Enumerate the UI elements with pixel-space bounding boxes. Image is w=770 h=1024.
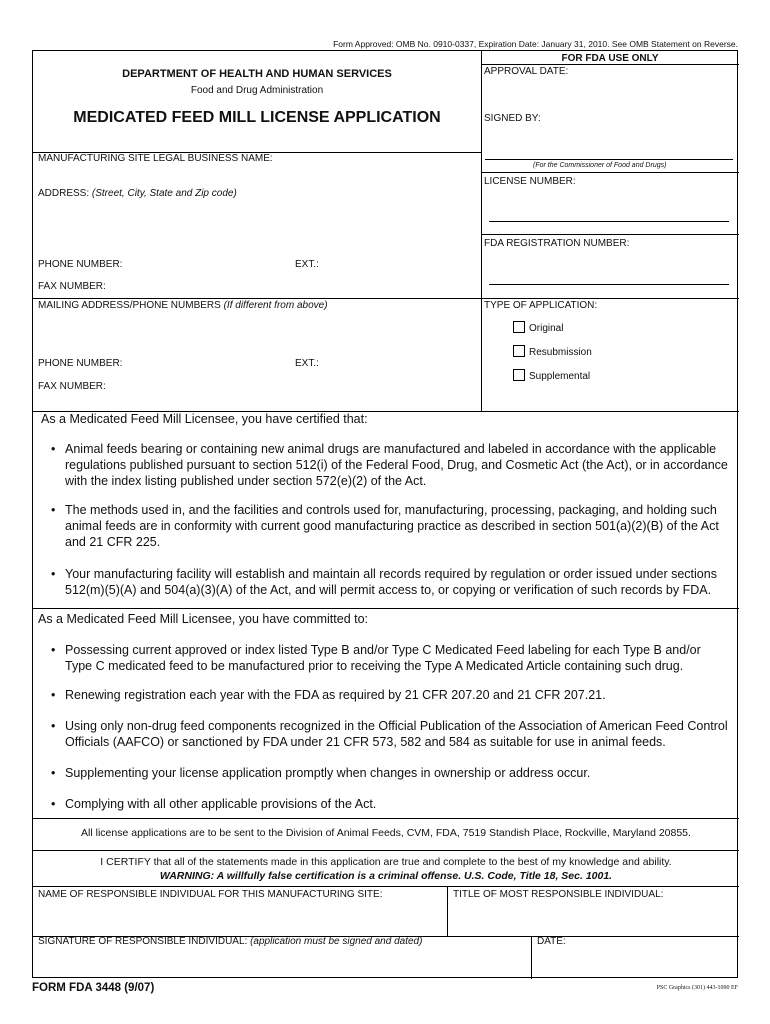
fax-label: FAX NUMBER: (38, 281, 106, 292)
registration-number-label: FDA REGISTRATION NUMBER: (484, 238, 630, 249)
certified-item-text: The methods used in, and the facilities and controls used for, manufacturing, processing, packaging, and holding such animal feeds are in conformity with current good manufacturing practice as described in section 501(a)(2)(B) of the Act and 21 CFR 225. (65, 503, 719, 549)
address-label (38, 188, 237, 199)
bullet-icon: • (51, 688, 56, 702)
certified-item (51, 441, 731, 489)
license-number-line (489, 221, 729, 222)
fda-use-heading: FOR FDA USE ONLY (561, 53, 659, 64)
mailing-hint: (If different from above) (223, 300, 328, 311)
divider-committed (33, 608, 739, 609)
page-title: MEDICATED FEED MILL LICENSE APPLICATION (73, 109, 441, 126)
supplemental-checkbox[interactable] (513, 369, 525, 381)
committed-item (51, 642, 731, 674)
commissioner-note: (For the Commissioner of Food and Drugs) (533, 162, 667, 169)
divider-certify (33, 850, 739, 851)
signature-label-text: SIGNATURE OF RESPONSIBLE INDIVIDUAL: (38, 936, 248, 947)
bullet-icon: • (51, 643, 56, 657)
form-number: FORM FDA 3448 (9/07) (32, 982, 155, 994)
signed-by-line (485, 159, 733, 160)
responsible-name-label: NAME OF RESPONSIBLE INDIVIDUAL FOR THIS MANUFACTURING SITE: (38, 889, 383, 900)
certified-intro: As a Medicated Feed Mill Licensee, you have certified that: (41, 412, 368, 426)
signature-date-divider (531, 936, 532, 979)
bullet-icon: • (51, 567, 56, 581)
bullet-icon: • (51, 797, 56, 811)
fda-use-divider (481, 64, 739, 65)
supplemental-label: Supplemental (529, 371, 591, 382)
certify-warning: WARNING: A willfully false certification is a criminal offense. U.S. Code, Title 18, Sec. 1001. (159, 870, 613, 882)
license-divider (481, 172, 739, 173)
business-name-label: MANUFACTURING SITE LEGAL BUSINESS NAME: (38, 153, 273, 164)
address-hint: (Street, City, State and Zip code) (91, 188, 237, 199)
submission-address: All license applications are to be sent to the Division of Animal Feeds, CVM, FDA, 7519 Standish Place, Rockville, Maryland 20855. (81, 827, 691, 839)
committed-item-text: Complying with all other applicable provisions of the Act. (65, 797, 377, 811)
original-label: Original (529, 323, 564, 334)
committed-item (51, 687, 731, 703)
signed-by-label: SIGNED BY: (484, 113, 541, 124)
bullet-icon: • (51, 442, 56, 456)
ext-label-2: EXT.: (295, 358, 319, 369)
committed-item (51, 796, 731, 812)
mailing-label-text: MAILING ADDRESS/PHONE NUMBERS (38, 300, 221, 311)
resubmission-checkbox[interactable] (513, 345, 525, 357)
committed-item (51, 765, 731, 781)
name-title-divider (447, 886, 448, 936)
signature-label (38, 936, 422, 947)
committed-intro: As a Medicated Feed Mill Licensee, you have committed to: (38, 612, 369, 626)
committed-item (51, 718, 731, 750)
certified-item-text: Animal feeds bearing or containing new animal drugs are manufactured and labeled in accordance with the applicable regulations published pursuant to section 512(i) of the Federal Food, Drug, and Cosmetic Act (the Act), or in accordance with the index listing published under section 572(e)(2) of the Act. (65, 442, 728, 488)
department-name: DEPARTMENT OF HEALTH AND HUMAN SERVICES (122, 68, 392, 80)
signature-hint: (application must be signed and dated) (250, 936, 423, 947)
divider-mailing (33, 298, 481, 299)
committed-item-text: Possessing current approved or index listed Type B and/or Type C Medicated Feed labeling for each Type B and/or Type C medicated feed to be manufactured prior to receiving the Type A Medicated Article containing such drug. (65, 643, 701, 673)
right-column-divider (481, 51, 482, 411)
committed-item-text: Supplementing your license application promptly when changes in ownership or address occur. (65, 766, 591, 780)
certified-item (51, 502, 731, 550)
bullet-icon: • (51, 719, 56, 733)
resubmission-label: Resubmission (529, 347, 592, 358)
address-label-text: ADDRESS: (38, 188, 90, 199)
form-approval-note: Form Approved: OMB No. 0910-0337, Expiration Date: January 31, 2010. See OMB Statement on Reverse. (333, 39, 738, 49)
approval-date-label: APPROVAL DATE: (484, 66, 569, 77)
printer-credit: PSC Graphics (301) 443-1090 EF (656, 985, 738, 991)
registration-number-line (489, 284, 729, 285)
original-checkbox[interactable] (513, 321, 525, 333)
mailing-address-label (38, 300, 328, 311)
ext-label: EXT.: (295, 259, 319, 270)
committed-item-text: Using only non-drug feed components recognized in the Official Publication of the Association of American Feed Control Officials (AAFCO) or sanctioned by FDA under 21 CFR 573, 582 and 584 as suitable for use in animal feeds. (65, 719, 728, 749)
type-divider (481, 298, 739, 299)
certified-item-text: Your manufacturing facility will establish and maintain all records required by regulation or order issued under sections 512(m)(5)(A) and 504(a)(3)(A) of the Act, and will permit access to, or copying or verification of such records by FDA. (65, 567, 717, 597)
license-number-label: LICENSE NUMBER: (484, 176, 576, 187)
bullet-icon: • (51, 503, 56, 517)
committed-item-text: Renewing registration each year with the FDA as required by 21 CFR 207.20 and 21 CFR 207.21. (65, 688, 606, 702)
divider-submission (33, 818, 739, 819)
fax-label-2: FAX NUMBER: (38, 381, 106, 392)
agency-name: Food and Drug Administration (190, 85, 324, 96)
type-of-application-label: TYPE OF APPLICATION: (484, 300, 598, 311)
responsible-title-label: TITLE OF MOST RESPONSIBLE INDIVIDUAL: (453, 889, 664, 900)
date-label: DATE: (537, 936, 566, 947)
phone-label: PHONE NUMBER: (38, 259, 123, 270)
phone-label-2: PHONE NUMBER: (38, 358, 123, 369)
bullet-icon: • (51, 766, 56, 780)
registration-divider (481, 234, 739, 235)
certified-item (51, 566, 731, 598)
divider-signature (33, 886, 739, 887)
application-form (32, 50, 738, 978)
certify-statement: I CERTIFY that all of the statements made in this application are true and complete to the best of my knowledge and ability. (100, 856, 672, 868)
